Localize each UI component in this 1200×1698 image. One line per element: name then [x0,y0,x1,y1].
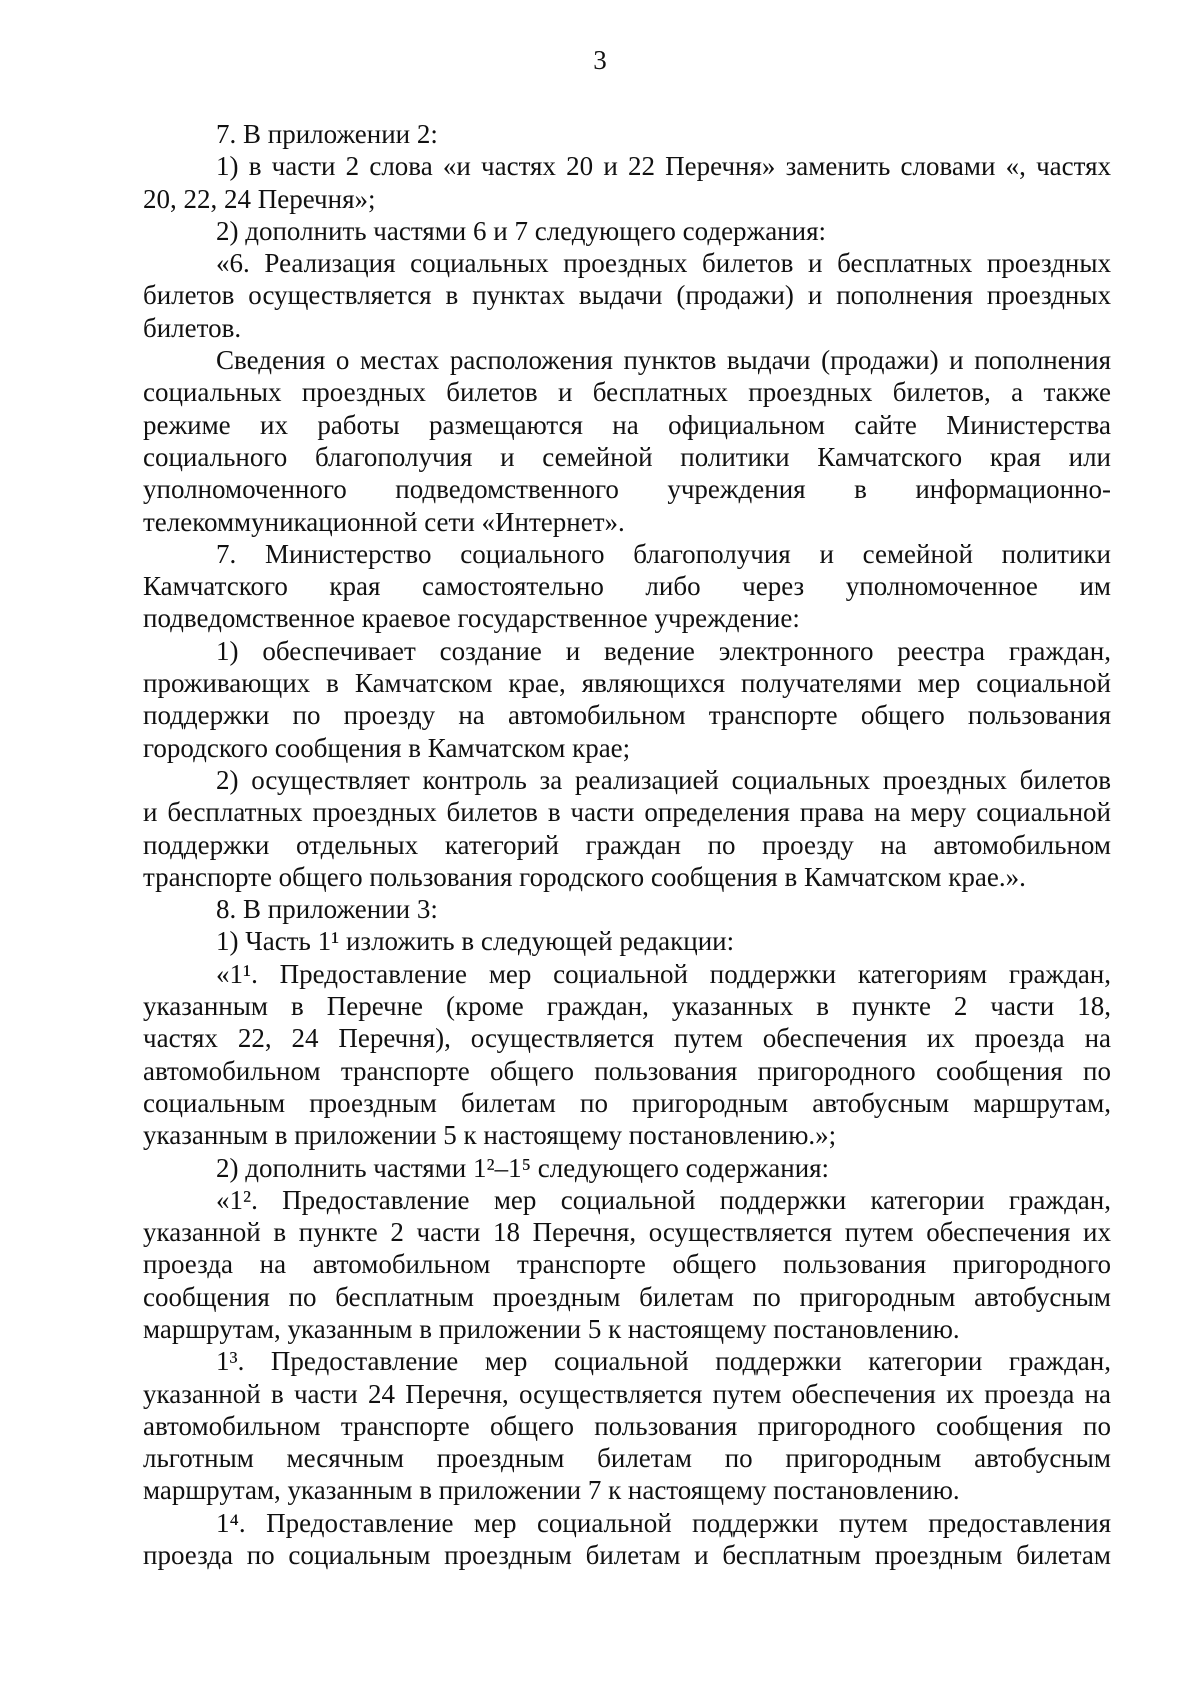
text-line: автомобильном транспорте общего пользования пригородного сообщения по [143,1055,1111,1086]
text-line: режиме их работы размещаются на официальном сайте Министерства [143,409,1111,440]
text-line: социальных проездных билетов и бесплатных проездных билетов, а также [143,377,1111,408]
text-line: «1¹. Предоставление мер социальной поддержки категориям граждан, [216,958,1111,989]
text-line: 2) дополнить частями 6 и 7 следующего содержания: [216,215,827,246]
text-line: билетов осуществляется в пунктах выдачи (продажи) и пополнения проездных [143,280,1111,311]
text-line: сообщения по бесплатным проездным билетам по пригородным автобусным [143,1281,1111,1312]
text-line: поддержки отдельных категорий граждан по проезду на автомобильном [143,829,1111,860]
text-line: 2) осуществляет контроль за реализацией социальных проездных билетов [216,764,1111,795]
text-line: социального благополучия и семейной политики Камчатского края или [143,441,1111,472]
text-line: городского сообщения в Камчатском крае; [143,732,631,763]
text-line: уполномоченного подведомственного учреждения в информационно- [143,474,1111,505]
text-line: поддержки по проезду на автомобильном транспорте общего пользования [143,700,1111,731]
text-line: 1⁴. Предоставление мер социальной поддержки путем предоставления [216,1507,1111,1538]
text-line: указанной в части 24 Перечня, осуществляется путем обеспечения их проезда на [143,1378,1111,1409]
text-line: указанной в пункте 2 части 18 Перечня, осуществляется путем обеспечения их [143,1217,1111,1248]
text-line: Сведения о местах расположения пунктов выдачи (продажи) и пополнения [216,345,1111,376]
text-line: автомобильном транспорте общего пользования пригородного сообщения по [143,1410,1111,1441]
text-line: проезда по социальным проездным билетам и бесплатным проездным билетам [143,1540,1111,1571]
text-line: 1) обеспечивает создание и ведение электронного реестра граждан, [216,635,1111,666]
text-line: частях 22, 24 Перечня), осуществляется путем обеспечения их проезда на [143,1023,1111,1054]
text-line: транспорте общего пользования городского сообщения в Камчатском крае.». [143,861,1026,892]
text-line: билетов. [143,312,242,343]
text-line: проживающих в Камчатском крае, являющихся получателями мер социальной [143,668,1111,699]
page-number: 3 [593,45,607,75]
text-line: «1². Предоставление мер социальной поддержки категории граждан, [216,1184,1111,1215]
text-line: 1) Часть 1¹ изложить в следующей редакции: [216,926,735,957]
text-line: Камчатского края самостоятельно либо через уполномоченное им [143,571,1111,602]
text-line: льготным месячным проездным билетам по пригородным автобусным [143,1443,1111,1474]
text-line: 7. В приложении 2: [216,119,438,149]
text-line: «6. Реализация социальных проездных билетов и бесплатных проездных [216,248,1111,279]
text-line: проезда на автомобильном транспорте общего пользования пригородного [143,1249,1111,1280]
text-line: указанным в Перечне (кроме граждан, указанных в пункте 2 части 18, [143,991,1111,1022]
text-line: указанным в приложении 5 к настоящему постановлению.»; [143,1120,837,1151]
text-line: маршрутам, указанным в приложении 7 к настоящему постановлению. [143,1475,960,1506]
text-line: 7. Министерство социального благополучия и семейной политики [216,538,1111,569]
text-line: телекоммуникационной сети «Интернет». [143,506,625,537]
text-line: социальным проездным билетам по пригородным автобусным маршрутам, [143,1087,1111,1118]
text-line: подведомственное краевое государственное учреждение: [143,603,800,634]
document-body [143,118,1111,1571]
text-line: маршрутам, указанным в приложении 5 к настоящему постановлению. [143,1313,960,1344]
text-line: и бесплатных проездных билетов в части определения права на меру социальной [143,797,1111,828]
text-line: 1³. Предоставление мер социальной поддержки категории граждан, [216,1346,1111,1377]
text-line: 1) в части 2 слова «и частях 20 и 22 Перечня» заменить словами «, частях [216,151,1111,182]
text-line: 8. В приложении 3: [216,894,438,925]
text-line: 2) дополнить частями 1²–1⁵ следующего содержания: [216,1152,830,1183]
text-line: 20, 22, 24 Перечня»; [143,183,376,214]
